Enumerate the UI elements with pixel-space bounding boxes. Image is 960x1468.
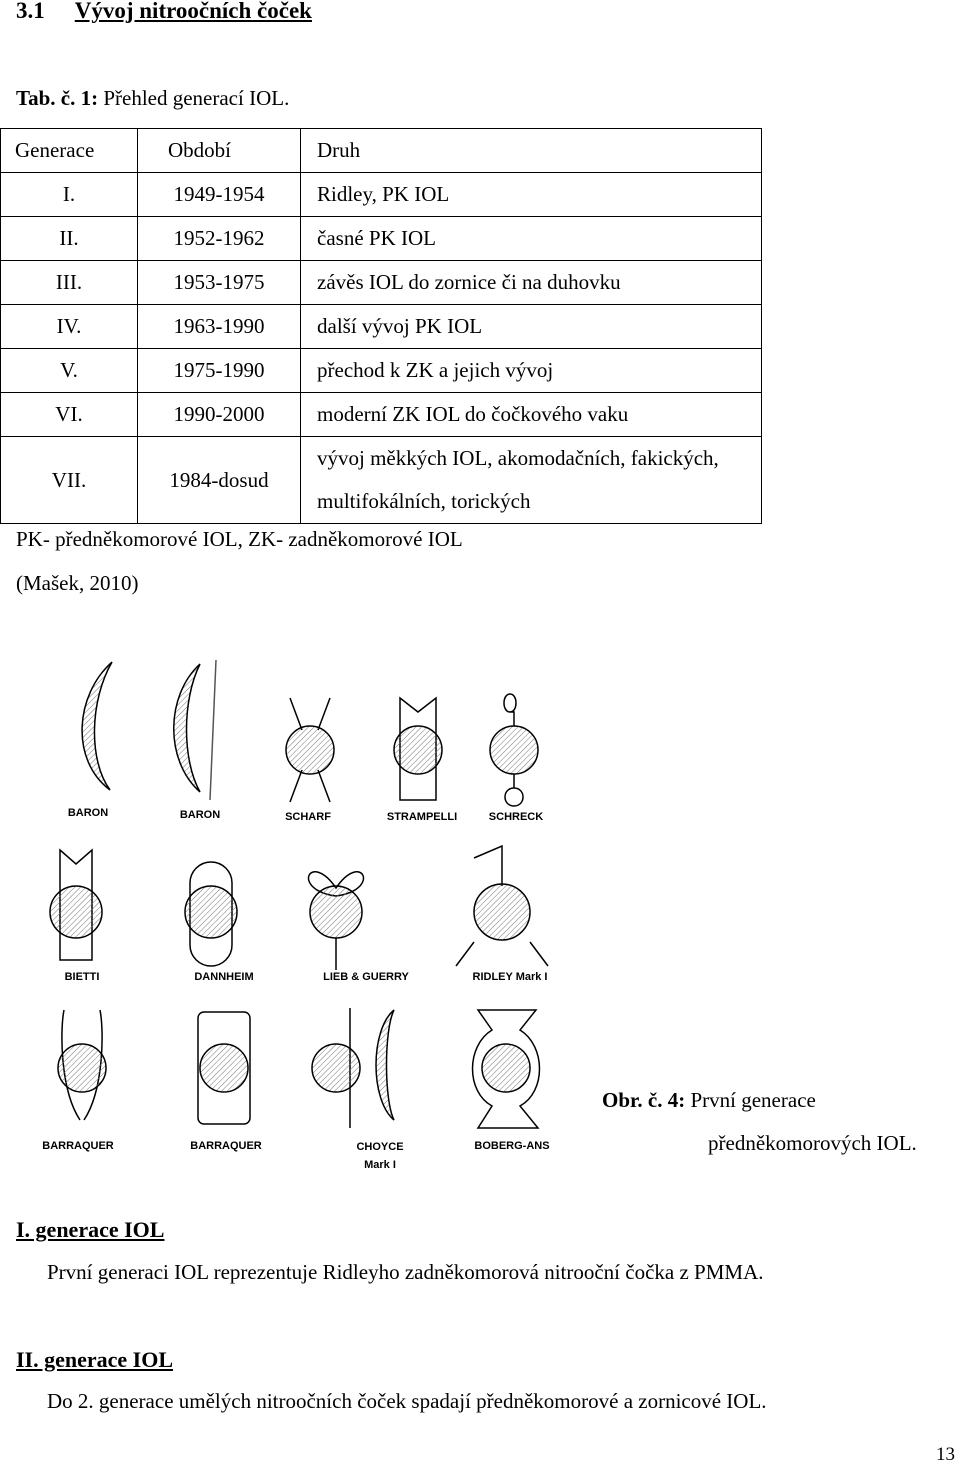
gen2-heading: II. generace IOL	[16, 1347, 174, 1372]
table-cell-multiline	[301, 437, 762, 524]
lens-label: BARON	[179, 809, 221, 821]
gen1-text: První generaci IOL reprezentuje Ridleyho zadněkomorová nitrooční čočka z PMMA.	[47, 1260, 764, 1284]
lens-drawing	[210, 660, 216, 800]
table-row	[1, 173, 762, 217]
table-row	[1, 393, 762, 437]
header-cell: Období	[138, 129, 301, 173]
table-cell: přechod k ZK a jejich vývoj	[301, 349, 762, 393]
lens-drawing	[82, 662, 112, 790]
table-row	[1, 217, 762, 261]
table-cell: III.	[1, 261, 138, 305]
table-cell: časné PK IOL	[301, 217, 762, 261]
gen1-heading: I. generace IOL	[16, 1217, 165, 1242]
table-cell: 1963-1990	[138, 305, 301, 349]
section-number: 3.1	[16, 0, 45, 23]
lens-label: SCHRECK	[488, 811, 544, 823]
iol-generations-table	[0, 128, 762, 524]
table-caption	[16, 86, 289, 111]
section-heading	[16, 0, 312, 24]
header-cell: Generace	[1, 129, 138, 173]
lens-drawing	[58, 1044, 106, 1092]
figure-caption-label: Obr. č. 4:	[602, 1088, 686, 1112]
table-header-row	[1, 129, 762, 173]
lens-label: Mark I	[364, 1159, 396, 1171]
table-cell: 1953-1975	[138, 261, 301, 305]
table-cell-line: multifokálních, torických	[317, 489, 531, 513]
lens-label: STRAMPELLI	[386, 811, 458, 823]
table-cell: 1952-1962	[138, 217, 301, 261]
table-note: PK- předněkomorové IOL, ZK- zadněkomorové IOL	[16, 527, 463, 551]
table-cell: I.	[1, 173, 138, 217]
lens-label: BARON	[67, 807, 109, 819]
table-cell: 1984-dosud	[138, 437, 301, 524]
lens-drawing	[490, 726, 538, 774]
lens-drawing	[310, 886, 362, 938]
table-cell: 1975-1990	[138, 349, 301, 393]
table-cell: VI.	[1, 393, 138, 437]
lens-label: LIEB & GUERRY	[323, 971, 409, 983]
lens-label: BIETTI	[64, 971, 100, 983]
lens-label: SCHARF	[285, 811, 331, 823]
table-cell: IV.	[1, 305, 138, 349]
table-source: (Mašek, 2010)	[16, 571, 139, 595]
lens-label: DANNHEIM	[194, 971, 254, 983]
lens-label: CHOYCE	[356, 1141, 404, 1153]
table-row	[1, 305, 762, 349]
table-row	[1, 437, 762, 524]
figure-caption-line2: předněkomorových IOL.	[708, 1131, 917, 1155]
lens-drawing	[474, 884, 530, 940]
lens-drawing	[394, 726, 442, 774]
lens-label: BARRAQUER	[190, 1140, 262, 1152]
gen2-text: Do 2. generace umělých nitroočních čoček spadají předněkomorové a zornicové IOL.	[47, 1389, 767, 1413]
figure-caption-line1: První generace	[690, 1088, 816, 1112]
lens-drawing	[174, 664, 200, 792]
table-row	[1, 349, 762, 393]
lens-drawing	[482, 1044, 530, 1092]
figure-caption	[602, 1088, 816, 1113]
table-cell: V.	[1, 349, 138, 393]
page-number: 13	[936, 1444, 955, 1465]
table-cell-line: vývoj měkkých IOL, akomodačních, fakických,	[317, 446, 719, 470]
table-cell: II.	[1, 217, 138, 261]
table-cell: závěs IOL do zornice či na duhovku	[301, 261, 762, 305]
lens-drawing	[185, 886, 237, 938]
table-cell: moderní ZK IOL do čočkového vaku	[301, 393, 762, 437]
table-cell: VII.	[1, 437, 138, 524]
table-cell: 1949-1954	[138, 173, 301, 217]
section-title: Vývoj nitroočních čoček	[74, 0, 312, 23]
table-caption-label: Tab. č. 1:	[16, 86, 99, 110]
table-cell: Ridley, PK IOL	[301, 173, 762, 217]
lens-drawing	[200, 1044, 248, 1092]
lens-drawing	[50, 886, 102, 938]
lens-label: BARRAQUER	[42, 1140, 114, 1152]
lens-label: RIDLEY Mark I	[472, 971, 548, 983]
header-cell: Druh	[301, 129, 762, 173]
table-caption-text: Přehled generací IOL.	[103, 86, 290, 110]
table-cell: další vývoj PK IOL	[301, 305, 762, 349]
lens-drawing	[286, 726, 334, 774]
iol-lens-figure	[40, 650, 580, 1190]
table-cell: 1990-2000	[138, 393, 301, 437]
lens-drawing	[312, 1044, 360, 1092]
lens-label: BOBERG-ANS	[474, 1140, 550, 1152]
table-row	[1, 261, 762, 305]
